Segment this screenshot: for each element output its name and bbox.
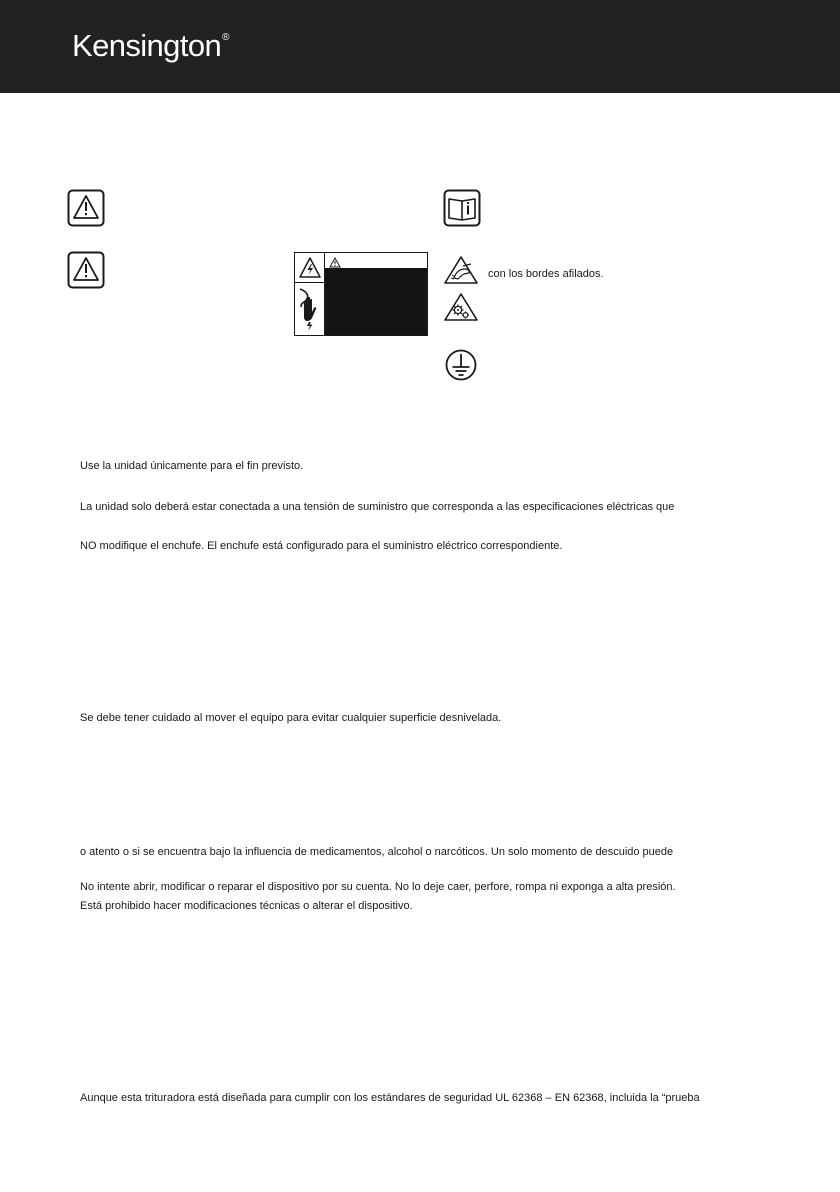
brand-name: Kensington — [72, 28, 222, 63]
registered-mark: ® — [222, 32, 229, 43]
instruction-line: No intente abrir, modificar o reparar el dispositivo por su cuenta. No lo deje caer, perfore, rompa ni exponga a alta presión. — [80, 881, 676, 893]
sharp-edges-label: con los bordes afilados. — [488, 268, 604, 280]
hand-entanglement-icon — [297, 285, 323, 338]
instruction-line: La unidad solo deberá estar conectada a una tensión de suministro que corresponda a las especificaciones eléctricas que — [80, 501, 675, 513]
instruction-line: NO modifique el enchufe. El enchufe está configurado para el suministro eléctrico correspondiente. — [80, 540, 563, 552]
electric-shock-icon — [298, 256, 322, 285]
instruction-line: Aunque esta trituradora está diseñada para cumplir con los estándares de seguridad UL 62368 – EN 62368, incluida la “prueba — [80, 1092, 700, 1104]
manual-info-icon — [443, 189, 481, 227]
warning-text-area — [325, 268, 427, 335]
brand-logo — [72, 28, 229, 64]
instruction-line: Use la unidad únicamente para el fin previsto. — [80, 460, 304, 472]
hand-cut-icon — [443, 255, 479, 285]
gears-caution-icon — [443, 292, 479, 322]
instruction-line: Está prohibido hacer modificaciones técnicas o alterar el dispositivo. — [80, 900, 413, 912]
warning-triangle-icon — [67, 189, 105, 227]
protective-earth-icon — [444, 348, 478, 382]
warning-triangle-icon — [67, 251, 105, 289]
instruction-line: Se debe tener cuidado al mover el equipo para evitar cualquier superficie desnivelada. — [80, 712, 502, 724]
header-bar — [0, 0, 840, 93]
instruction-line: o atento o si se encuentra bajo la influencia de medicamentos, alcohol o narcóticos. Un solo momento de descuido puede — [80, 846, 674, 858]
hazard-warning-label — [294, 252, 428, 336]
